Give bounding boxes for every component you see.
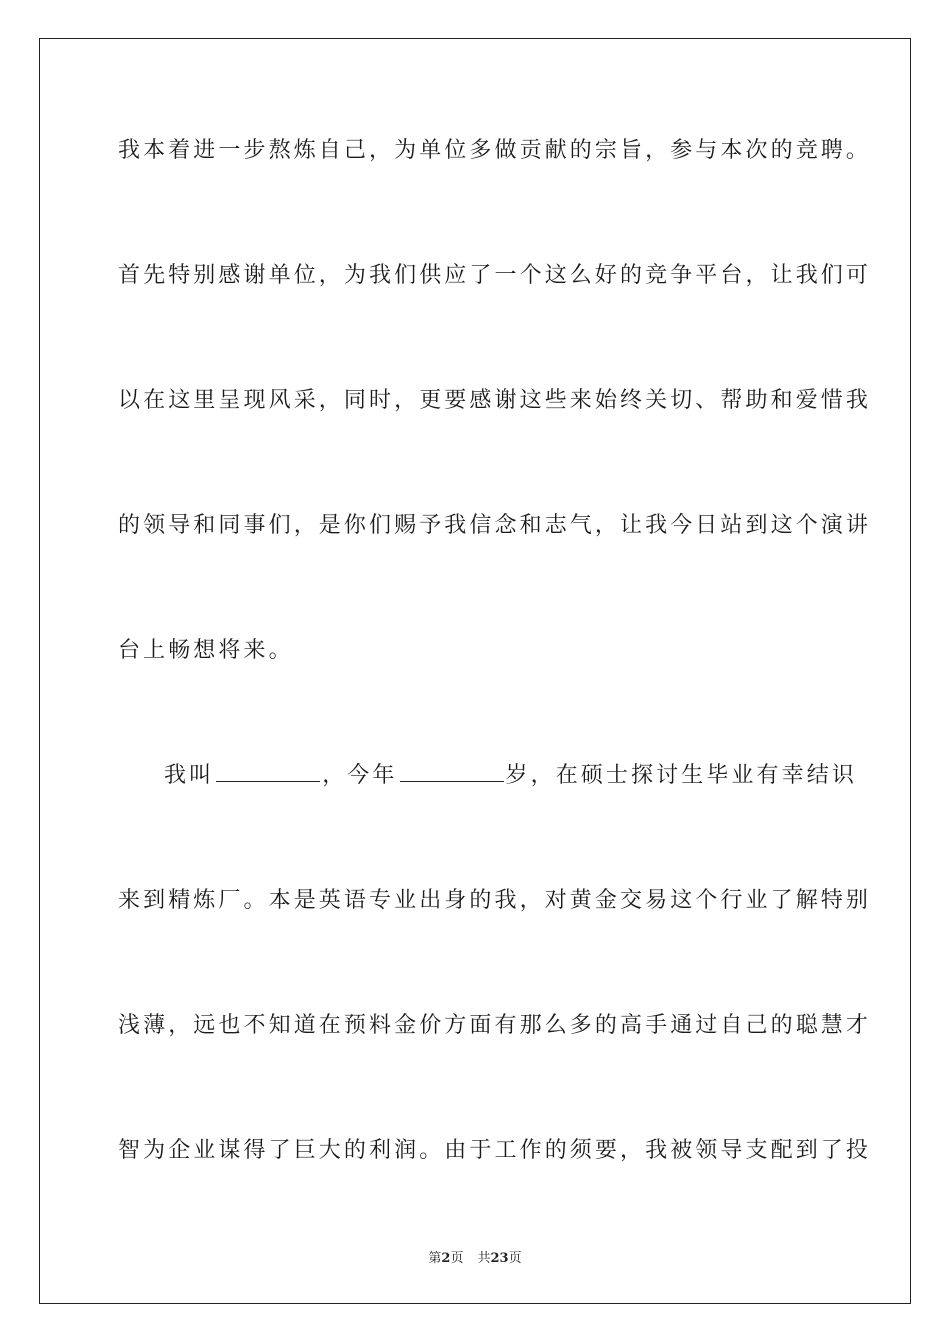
page-footer xyxy=(0,1247,950,1266)
intro-part-1: 我叫 xyxy=(164,763,215,788)
footer-prefix: 第 xyxy=(428,1251,442,1266)
text-line-3: 以在这里呈现风采，同时，更要感谢这些来始终关切、帮助和爱惜我 xyxy=(118,388,872,413)
text-line-4: 的领导和同事们，是你们赐予我信念和志气，让我今日站到这个演讲 xyxy=(118,513,872,538)
text-line-1: 我本着进一步熬炼自己，为单位多做贡献的宗旨，参与本次的竞聘。 xyxy=(118,138,872,163)
footer-page-number: 2 xyxy=(441,1251,451,1266)
intro-part-2: ，今年 xyxy=(322,763,398,788)
text-line-7: 来到精炼厂。本是英语专业出身的我，对黄金交易这个行业了解特别 xyxy=(118,888,872,913)
footer-total-pages: 23 xyxy=(490,1251,509,1266)
footer-total-prefix: 共 xyxy=(477,1251,491,1266)
name-blank xyxy=(216,761,320,782)
text-line-8: 浅薄，远也不知道在预料金价方面有那么多的高手通过自己的聪慧才 xyxy=(118,1013,872,1038)
intro-part-3: 岁，在硕士探讨生毕业有幸结识 xyxy=(505,763,857,788)
page-frame xyxy=(39,38,911,1304)
footer-total-unit: 页 xyxy=(508,1251,522,1266)
text-line-9: 智为企业谋得了巨大的利润。由于工作的须要，我被领导支配到了投 xyxy=(118,1138,872,1163)
age-blank xyxy=(400,761,504,782)
text-line-2: 首先特别感谢单位，为我们供应了一个这么好的竞争平台，让我们可 xyxy=(118,263,872,288)
footer-page-unit: 页 xyxy=(450,1251,464,1266)
text-line-5: 台上畅想将来。 xyxy=(118,638,294,663)
intro-line xyxy=(164,761,857,791)
